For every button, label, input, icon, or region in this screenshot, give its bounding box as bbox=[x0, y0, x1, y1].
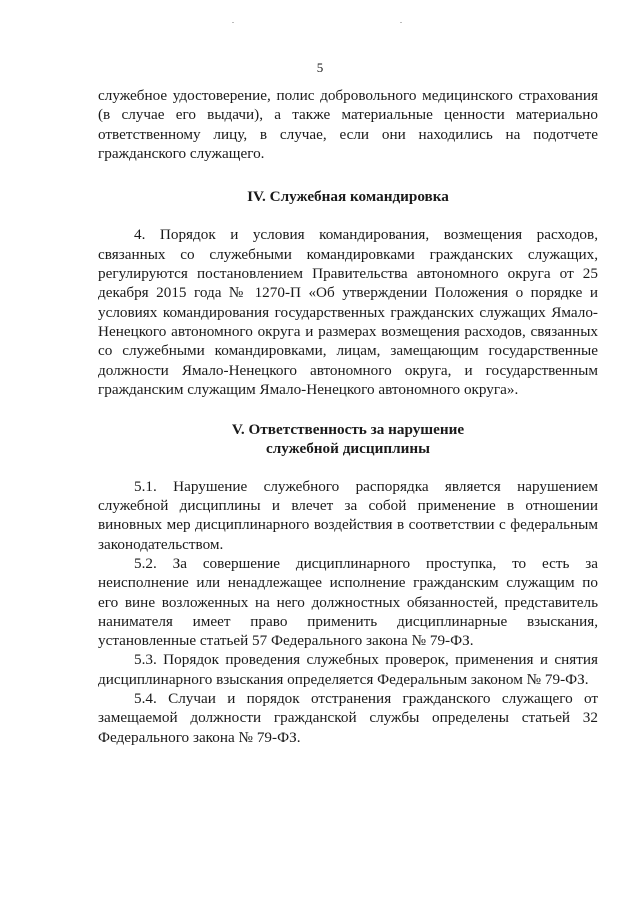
paragraph-5-2: 5.2. За совершение дисциплинарного проступка, то есть за неисполнение или ненадлежащее исполнение гражданским служащим по его вине возложенных на него должностных обязанностей, представитель нанимателя имеет право применить дисциплинарные взыскания, установленные статьей 57 Федерального закона № 79-ФЗ. bbox=[98, 554, 598, 650]
section-iv-heading: IV. Служебная командировка bbox=[247, 188, 449, 206]
intro-paragraph: служебное удостоверение, полис добровольного медицинского страхования (в случае его выдачи), а также материальные ценности материально ответственному лицу, в случае, если они находились на подотчете гражданского служащего. bbox=[98, 87, 598, 162]
paragraph-5-4: 5.4. Случаи и порядок отстранения гражданского служащего от замещаемой должности гражданской службы определены статьей 32 Федерального закона № 79-ФЗ. bbox=[98, 690, 598, 746]
paragraph-5-3: 5.3. Порядок проведения служебных проверок, применения и снятия дисциплинарного взыскания определяется Федеральным законом № 79-ФЗ. bbox=[98, 651, 598, 688]
scan-speck bbox=[232, 22, 234, 23]
section-v-heading-line1: V. Ответственность за нарушение bbox=[231, 421, 465, 439]
document-body bbox=[98, 86, 598, 747]
page-number: 5 bbox=[316, 60, 324, 75]
paragraph-4: 4. Порядок и условия командирования, возмещения расходов, связанных со служебными командировками гражданских служащих, регулируются постановлением Правительства автономного округа от 25 декабря 2015 года № 1270-П «Об утверждении Положения о порядке и условиях командирования государственных гражданских служащих Ямало-Ненецкого автономного округа и размерах возмещения расходов, связанных со служебными командировками, лицам, замещающим государственные должности Ямало-Ненецкого автономного округа, и государственным гражданским служащим Ямало-Ненецкого автономного округа». bbox=[98, 226, 598, 398]
scan-speck bbox=[400, 22, 402, 23]
paragraph-5-1: 5.1. Нарушение служебного распорядка является нарушением служебной дисциплины и влечет за собой применение в отношении виновных мер дисциплинарного воздействия в соответствии с федеральным законодательством. bbox=[98, 477, 598, 553]
section-v-heading-line2: служебной дисциплины bbox=[266, 440, 430, 458]
